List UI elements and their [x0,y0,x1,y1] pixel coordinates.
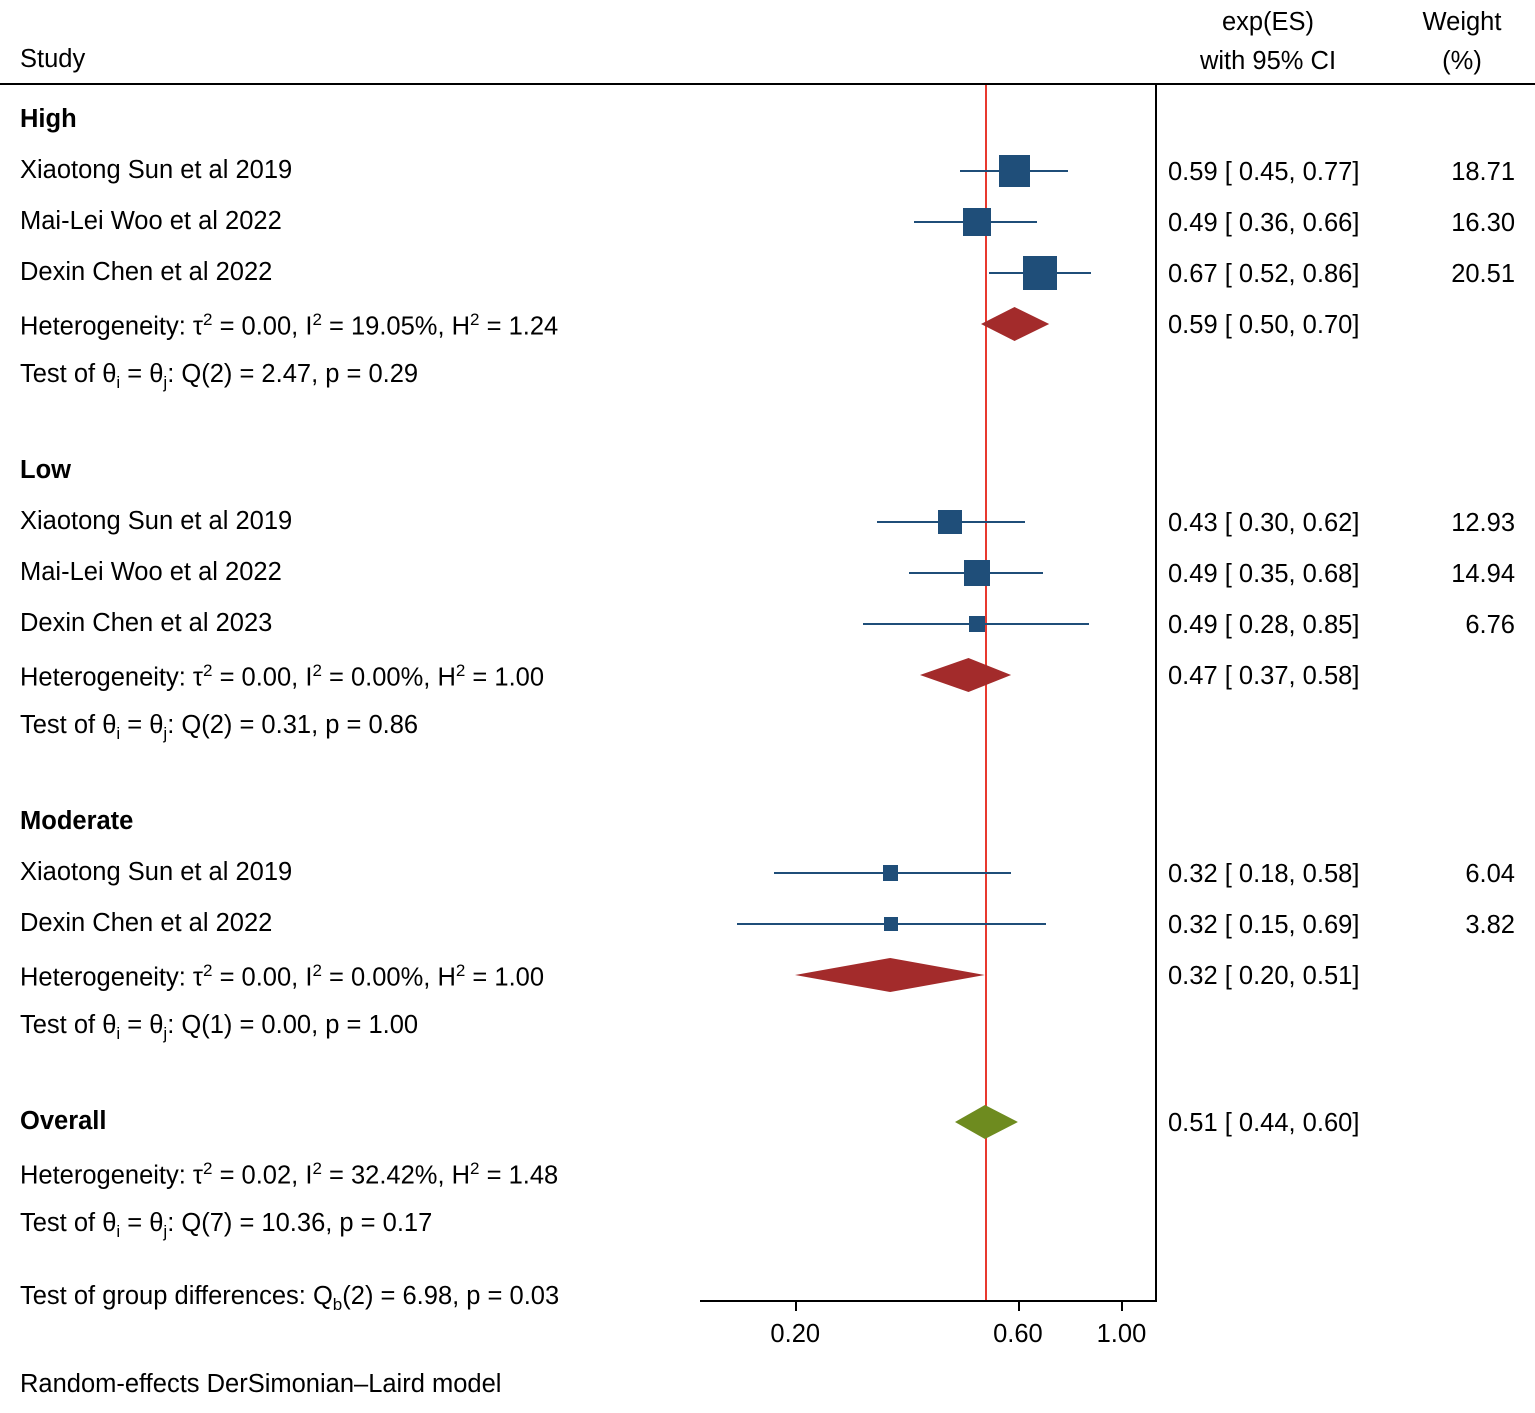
group-summary-estimate: 0.32 [ 0.20, 0.51] [1168,962,1360,990]
header-effect-line2: with 95% CI [1199,47,1337,75]
x-axis-tick [1018,1300,1020,1311]
overall-header: Overall [20,1107,107,1135]
x-axis-tick [795,1300,797,1311]
group-summary-estimate: 0.59 [ 0.50, 0.70] [1168,311,1360,339]
group-summary-estimate: 0.47 [ 0.37, 0.58] [1168,662,1360,690]
group-summary-diamond [793,956,987,994]
study-weight: 14.94 [1451,560,1515,588]
study-marker [964,560,991,587]
study-label: Xiaotong Sun et al 2019 [20,858,293,886]
header-weight-line1: Weight [1422,8,1502,36]
study-estimate: 0.43 [ 0.30, 0.62] [1168,509,1360,537]
study-label: Xiaotong Sun et al 2019 [20,507,293,535]
x-axis-tick-label: 0.20 [770,1320,821,1348]
study-weight: 6.76 [1465,611,1515,639]
header-rule [0,83,1535,85]
overall-diamond [953,1103,1020,1141]
header-weight-line2: (%) [1442,47,1482,75]
group-difference-test: Test of group differences: $Q_b(2) = 6.98$, p = 0.03 [20,1282,560,1315]
study-label: Dexin Chen et al 2022 [20,909,273,937]
heterogeneity-line: Heterogeneity: $\tau^2 = 0.00$, $I^2 = 19.05\%$, $H^2 = 1.24$ [20,310,559,341]
study-weight: 20.51 [1451,260,1515,288]
header-effect-line1: exp(ES) [1221,8,1315,36]
study-marker [883,865,899,881]
test-line: Test of $\theta_i = \theta_j$: Q(1) = 0.00, p = 1.00 [20,1011,419,1044]
heterogeneity-line: Heterogeneity: $\tau^2 = 0.00$, $I^2 = 0.00\%$, $H^2 = 1.00$ [20,961,545,992]
study-estimate: 0.32 [ 0.18, 0.58] [1168,860,1360,888]
overall-heterogeneity: Heterogeneity: $\tau^2 = 0.02$, $I^2 = 32.42\%$, $H^2 = 1.48$ [20,1159,559,1190]
group-header-high: High [20,105,77,133]
study-label: Mai-Lei Woo et al 2022 [20,558,282,586]
study-marker [884,917,898,931]
study-marker [969,616,985,632]
test-line: Test of $\theta_i = \theta_j$: Q(2) = 2.47, p = 0.29 [20,360,419,393]
study-estimate: 0.49 [ 0.28, 0.85] [1168,611,1360,639]
plot-right-rule [1155,85,1157,1300]
study-weight: 6.04 [1465,860,1515,888]
x-axis-tick-label: 0.60 [993,1320,1043,1348]
study-label: Xiaotong Sun et al 2019 [20,156,293,184]
x-axis-line [700,1300,1157,1302]
x-axis-tick-label: 1.00 [1096,1320,1147,1348]
study-marker [938,510,962,534]
study-weight: 18.71 [1451,158,1515,186]
study-marker [963,208,991,236]
study-label: Mai-Lei Woo et al 2022 [20,207,282,235]
group-summary-diamond [979,305,1051,343]
study-weight: 3.82 [1465,911,1515,939]
study-estimate: 0.49 [ 0.36, 0.66] [1168,209,1360,237]
study-estimate: 0.59 [ 0.45, 0.77] [1168,158,1360,186]
group-header-low: Low [20,456,71,484]
overall-estimate: 0.51 [ 0.44, 0.60] [1168,1109,1360,1137]
study-label: Dexin Chen et al 2022 [20,258,273,286]
overall-test: Test of $\theta_i = \theta_j$: Q(7) = 10.36, p = 0.17 [20,1209,433,1242]
heterogeneity-line: Heterogeneity: $\tau^2 = 0.00$, $I^2 = 0.00\%$, $H^2 = 1.00$ [20,661,545,692]
study-estimate: 0.32 [ 0.15, 0.69] [1168,911,1360,939]
study-estimate: 0.67 [ 0.52, 0.86] [1168,260,1360,288]
x-axis-tick [1121,1300,1123,1311]
header-study: Study [20,45,86,73]
study-weight: 12.93 [1451,509,1515,537]
test-line: Test of $\theta_i = \theta_j$: Q(2) = 0.31, p = 0.86 [20,711,419,744]
model-footnote: Random-effects DerSimonian–Laird model [20,1370,502,1398]
study-estimate: 0.49 [ 0.35, 0.68] [1168,560,1360,588]
study-marker [1023,256,1057,290]
study-marker [999,155,1030,186]
group-header-moderate: Moderate [20,807,134,835]
study-label: Dexin Chen et al 2023 [20,609,273,637]
study-weight: 16.30 [1451,209,1515,237]
group-summary-diamond [918,656,1013,694]
